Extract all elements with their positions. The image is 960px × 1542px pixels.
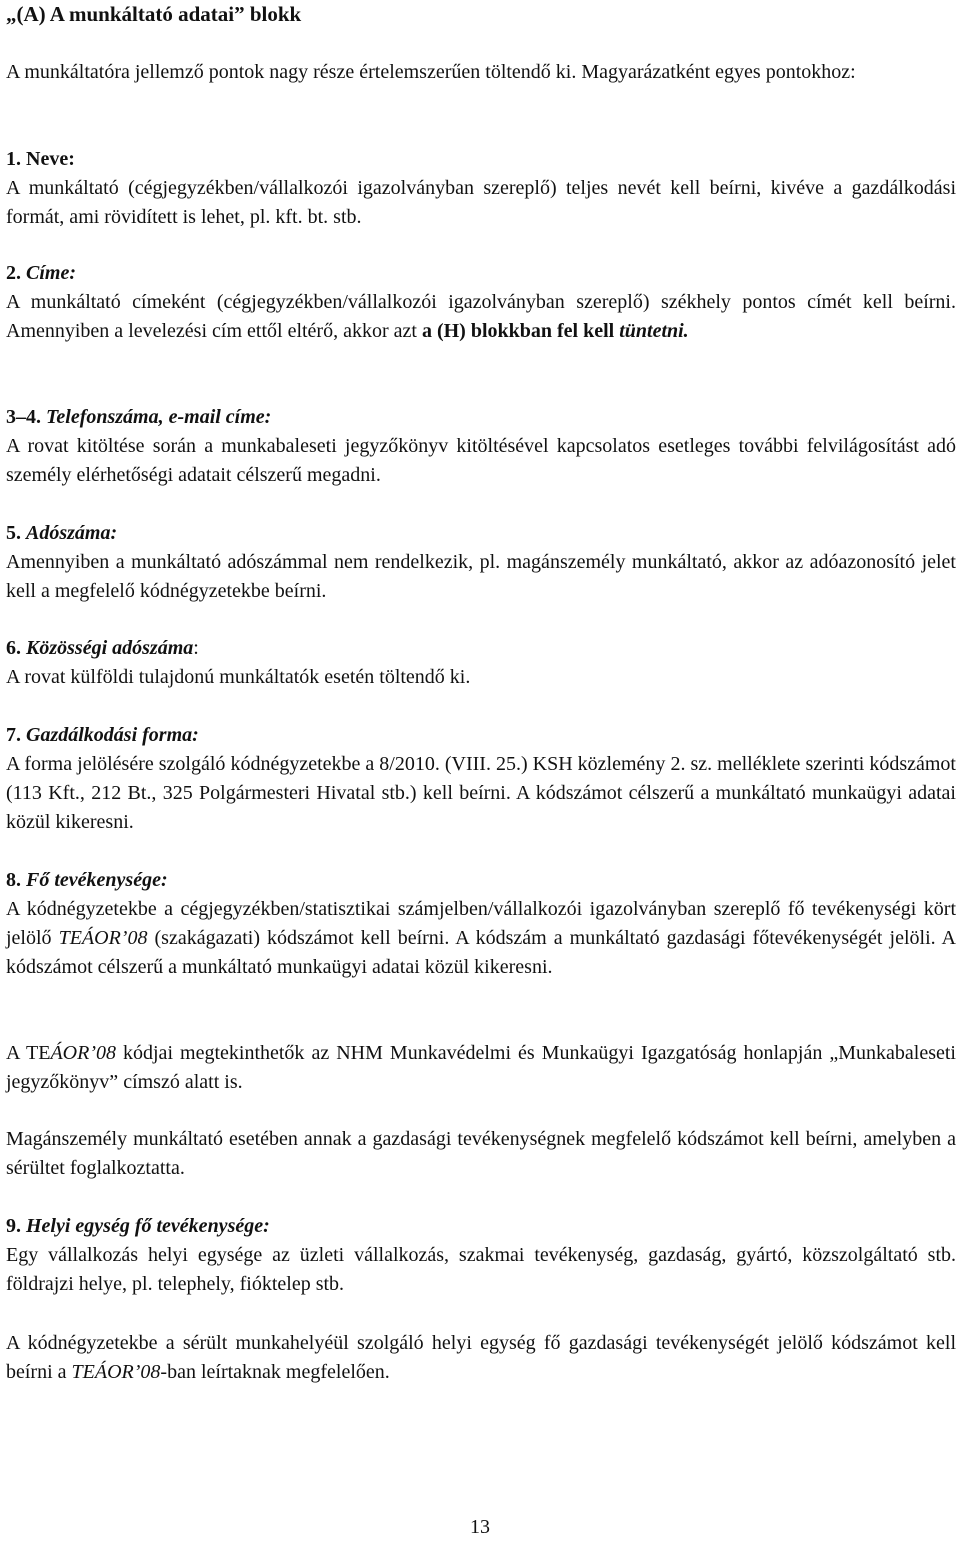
section-6-number: 6. xyxy=(6,637,21,659)
section-7-heading xyxy=(6,721,956,750)
section-8-paragraph-2 xyxy=(6,1039,956,1097)
section-7 xyxy=(6,721,956,837)
section-5 xyxy=(6,519,956,606)
section-8-teaor: TEÁOR’08 xyxy=(58,927,148,949)
section-2-heading xyxy=(6,259,956,288)
section-8-p3-text: Magánszemély munkáltató esetében annak a gazdasági tevékenységnek megfelelő kódszámot kell beírni, amelyben a sérültet foglalkoztatta. xyxy=(6,1128,956,1179)
section-9-label: Helyi egység fő tevékenysége: xyxy=(26,1215,270,1237)
section-1-number: 1. xyxy=(6,148,21,170)
section-6-text: A rovat külföldi tulajdonú munkáltatók esetén töltendő ki. xyxy=(6,666,471,688)
section-2-number: 2. xyxy=(6,262,21,284)
section-1-label: Neve: xyxy=(26,148,75,170)
section-8-p2-text xyxy=(6,1039,956,1097)
section-9-text: Egy vállalkozás helyi egysége az üzleti vállalkozás, szakmai tevékenység, gazdaság, gyártó, közszolgáltató stb. földrajzi helye, pl. telephely, fióktelep stb. xyxy=(6,1244,956,1295)
section-9-heading xyxy=(6,1212,956,1241)
section-7-label: Gazdálkodási forma: xyxy=(26,724,199,746)
section-8-p2-b: kódjai megtekinthetők az NHM Munkavédelmi és Munkaügyi Igazgatóság honlapján „Munkabaleseti jegyzőkönyv” címszó alatt is. xyxy=(6,1042,956,1093)
section-3-4-text: A rovat kitöltése során a munkabaleseti jegyzőkönyv kitöltésével kapcsolatos esetleges további felvilágosítást adó személy elérhetőségi adatait célszerű megadni. xyxy=(6,435,956,486)
section-9 xyxy=(6,1212,956,1299)
section-1-heading xyxy=(6,145,956,174)
section-8-text-b: (szakágazati) kódszámot kell beírni. A kódszám a munkáltató gazdasági főtevékenységét jelöli. A kódszámot célszerű a munkáltató munkaügyi adatai közül kikeresni. xyxy=(6,927,956,978)
section-5-heading xyxy=(6,519,956,548)
section-6-label-suffix: : xyxy=(193,637,199,659)
section-2-text-main: A munkáltató címeként (cégjegyzékben/vállalkozói igazolványban szereplő) székhely pontos címét kell beírni. Amennyiben a levelezési cím ettől eltérő, akkor azt xyxy=(6,291,956,342)
section-5-label: Adószáma: xyxy=(26,522,118,544)
section-9-paragraph-2 xyxy=(6,1329,956,1387)
section-3-4 xyxy=(6,403,956,490)
section-2-text xyxy=(6,288,956,346)
section-6 xyxy=(6,634,956,692)
section-2 xyxy=(6,259,956,346)
section-6-heading xyxy=(6,634,956,663)
section-8-p2-a: A TE xyxy=(6,1042,51,1064)
section-3-4-number: 3–4. xyxy=(6,406,41,428)
section-8 xyxy=(6,866,956,982)
section-7-number: 7. xyxy=(6,724,21,746)
section-8-text-a: A kódnégyzetekbe a cégjegyzékben/statisztikai számjelben/vállalkozói igazolványban szereplő fő tevékenységi kört jelölő xyxy=(6,898,956,949)
intro-text: A munkáltatóra jellemző pontok nagy része értelemszerűen töltendő ki. Magyarázatként egyes pontokhoz: xyxy=(6,61,856,83)
section-9-p2-teaor: TEÁOR’08 xyxy=(71,1361,161,1383)
section-8-heading xyxy=(6,866,956,895)
section-8-label: Fő tevékenysége: xyxy=(26,869,168,891)
section-1 xyxy=(6,145,956,232)
section-2-text-bolditalic: tüntetni. xyxy=(619,320,689,342)
section-8-number: 8. xyxy=(6,869,21,891)
section-1-text: A munkáltató (cégjegyzékben/vállalkozói igazolványban szereplő) teljes nevét kell beírni, kivéve a gazdálkodási formát, ami rövidített is lehet, pl. kft. bt. stb. xyxy=(6,177,956,228)
section-3-4-heading xyxy=(6,403,956,432)
section-9-p2-b: -ban leírtaknak megfelelően. xyxy=(160,1361,390,1383)
section-8-text xyxy=(6,895,956,982)
section-9-p2-a: A kódnégyzetekbe a sérült munkahelyéül szolgáló helyi egység fő gazdasági tevékenységét jelölő kódszámot kell beírni a xyxy=(6,1332,956,1383)
section-5-text: Amennyiben a munkáltató adószámmal nem rendelkezik, pl. magánszemély munkáltató, akkor az adóazonosító jelet kell a megfelelő kódnégyzetekbe beírni. xyxy=(6,551,956,602)
intro-paragraph xyxy=(6,58,956,87)
section-3-4-label: Telefonszáma, e-mail címe: xyxy=(46,406,272,428)
section-8-paragraph-3 xyxy=(6,1125,956,1183)
document-title: „(A) A munkáltató adatai” blokk xyxy=(6,2,302,26)
section-2-label: Címe: xyxy=(26,262,76,284)
section-6-label: Közösségi adószáma xyxy=(26,637,194,659)
section-9-number: 9. xyxy=(6,1215,21,1237)
section-7-text: A forma jelölésére szolgáló kódnégyzetekbe a 8/2010. (VIII. 25.) KSH közlemény 2. sz. melléklete szerinti kódszámot (113 Kft., 212 Bt., 325 Polgármesteri Hivatal stb.) kell beírni. A kódszámot célszerű a munkáltató munkaügyi adatai közül kikeresni. xyxy=(6,753,956,833)
section-2-text-bold: a (H) blokkban fel kell xyxy=(421,320,615,342)
section-5-number: 5. xyxy=(6,522,21,544)
page-number: 13 xyxy=(470,1516,490,1538)
section-9-p2-text xyxy=(6,1329,956,1387)
section-8-p2-teaor: ÁOR’08 xyxy=(50,1042,116,1064)
